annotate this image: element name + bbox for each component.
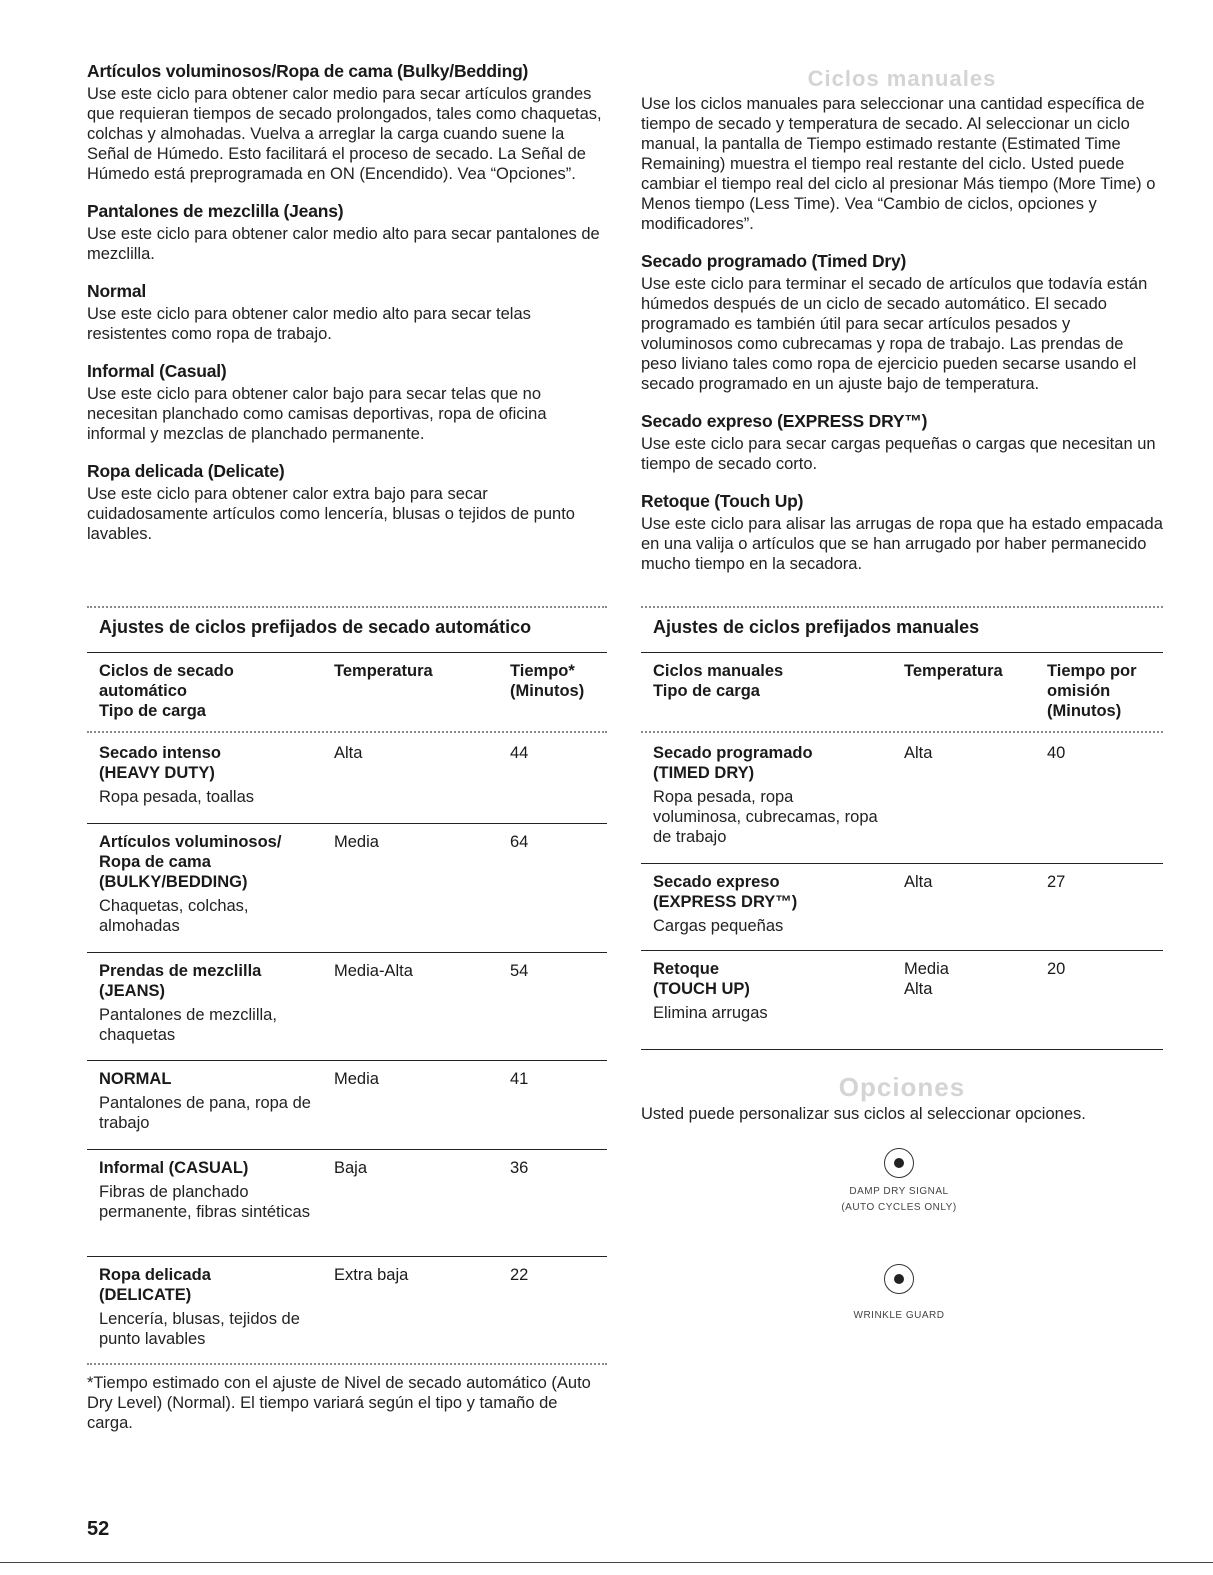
section-touch-up: [641, 490, 1163, 574]
row-temp: Extra baja: [334, 1266, 409, 1284]
header-line: Temperatura: [334, 662, 433, 680]
load-type: Ropa pesada, ropa voluminosa, cubrecamas, ropa de trabajo: [653, 788, 878, 846]
row-temp: Alta: [904, 744, 933, 762]
section-express-dry: [641, 410, 1163, 474]
header-temp: [334, 661, 433, 681]
row-time: 22: [510, 1266, 529, 1284]
header-line: (Minutos): [1047, 702, 1122, 720]
row-cycle: [653, 872, 883, 936]
table-row: [87, 1265, 607, 1363]
header-line: Tipo de carga: [99, 702, 206, 720]
table-row: [87, 743, 607, 823]
table-row: [641, 743, 1163, 863]
row-cycle: [99, 832, 319, 936]
row-time: 54: [510, 962, 529, 980]
row-divider: [87, 823, 607, 824]
cycle-name-line: (DELICATE): [99, 1286, 192, 1304]
table-row: [641, 959, 1163, 1049]
section-heading: Informal (Casual): [87, 361, 227, 381]
row-divider: [641, 731, 1163, 733]
table-row: [641, 872, 1163, 950]
row-temp: Baja: [334, 1159, 368, 1177]
circle-dot-icon[interactable]: [884, 1264, 914, 1294]
header-line: Ciclos de secado: [99, 662, 234, 680]
right-column: [641, 66, 1163, 590]
table-bottom-rule: [87, 1363, 607, 1365]
cycle-name-line: (BULKY/BEDDING): [99, 873, 248, 891]
section-timed-dry: [641, 250, 1163, 394]
section-manual-intro: [641, 94, 1163, 234]
row-temp: Media Alta: [904, 960, 949, 998]
section-body: Use este ciclo para obtener calor bajo para secar telas que no necesitan planchado como camisas deportivas, ropa de oficina informal y mezclas de planchado permanente.: [87, 385, 547, 443]
section-jeans: [87, 200, 607, 264]
cycle-name-line: (HEAVY DUTY): [99, 764, 215, 782]
auto-cycles-table: [87, 606, 607, 1433]
cycle-name-line: Artículos voluminosos/: [99, 833, 282, 851]
row-time: 20: [1047, 960, 1066, 978]
circle-dot-icon[interactable]: [884, 1148, 914, 1178]
header-line: Ciclos manuales: [653, 662, 784, 680]
row-divider: [87, 952, 607, 953]
section-body: Use este ciclo para alisar las arrugas de ropa que ha estado empacada en una valija o artículos que se han arrugado por haber permanecido mucho tiempo en la secadora.: [641, 515, 1163, 573]
load-type: Elimina arrugas: [653, 1004, 768, 1022]
header-line: Temperatura: [904, 662, 1003, 680]
row-divider: [641, 863, 1163, 864]
cycle-name-line: Informal (CASUAL): [99, 1159, 249, 1177]
header-line: (Minutos): [510, 682, 585, 700]
load-type: Fibras de planchado permanente, fibras sintéticas: [99, 1183, 310, 1221]
load-type: Lencería, blusas, tejidos de punto lavables: [99, 1310, 300, 1348]
row-temp: Alta: [904, 873, 933, 891]
row-divider: [87, 1256, 607, 1257]
header-temp: [904, 661, 1003, 681]
section-body: Use este ciclo para obtener calor medio alto para secar telas resistentes como ropa de trabajo.: [87, 305, 531, 343]
option-sublabel: (AUTO CYCLES ONLY): [841, 1202, 957, 1213]
cycle-name-line: (TOUCH UP): [653, 980, 750, 998]
table-row: [87, 832, 607, 952]
header-line: Tipo de carga: [653, 682, 760, 700]
section-heading: Secado expreso (EXPRESS DRY™): [641, 411, 928, 431]
header-time: [1047, 661, 1137, 721]
row-cycle: [653, 959, 883, 1023]
table-top-rule: [87, 606, 607, 608]
row-cycle: [99, 1158, 319, 1222]
table-bottom-rule: [641, 1049, 1163, 1050]
option-label: WRINKLE GUARD: [853, 1310, 945, 1321]
row-temp: Media: [334, 1070, 379, 1088]
left-column: [87, 60, 607, 560]
row-time: 41: [510, 1070, 529, 1088]
footnote: *Tiempo estimado con el ajuste de Nivel de secado automático (Auto Dry Level) (Normal). El tiempo variará según el tipo y tamaño de carga.: [87, 1374, 591, 1432]
section-delicate: [87, 460, 607, 544]
row-divider: [87, 1149, 607, 1150]
section-heading: Pantalones de mezclilla (Jeans): [87, 201, 344, 221]
options-title: Opciones: [838, 1072, 966, 1102]
table-header-rule: [87, 652, 607, 653]
section-heading: Normal: [87, 281, 147, 301]
cycle-name-line: (JEANS): [99, 982, 166, 1000]
manual-cycles-title: Ciclos manuales: [807, 66, 997, 91]
load-type: Cargas pequeñas: [653, 917, 784, 935]
row-time: 36: [510, 1159, 529, 1177]
row-time: 44: [510, 744, 529, 762]
row-time: 27: [1047, 873, 1066, 891]
cycle-name-line: Secado expreso: [653, 873, 780, 891]
section-heading: Retoque (Touch Up): [641, 491, 804, 511]
section-heading: Artículos voluminosos/Ropa de cama (Bulky/Bedding): [87, 61, 529, 81]
section-body: Use los ciclos manuales para seleccionar una cantidad específica de tiempo de secado y temperatura de secado. Al seleccionar un ciclo manual, la pantalla de Tiempo estimado restante (Estimated Time Remaining) muestra el tiempo real restante del ciclo. Usted puede cambiar el tiempo real del ciclo al presionar Más tiempo (More Time) o Menos tiempo (Less Time). Vea “Cambio de ciclos, opciones y modificadores”.: [641, 95, 1156, 233]
load-type: Pantalones de pana, ropa de trabajo: [99, 1094, 311, 1132]
header-line: Tiempo por: [1047, 662, 1137, 680]
load-type: Ropa pesada, toallas: [99, 788, 255, 806]
table-top-rule: [641, 606, 1163, 608]
cycle-name-line: NORMAL: [99, 1070, 172, 1088]
load-type: Pantalones de mezclilla, chaquetas: [99, 1006, 277, 1044]
table-header-row: [87, 661, 607, 727]
table-row: [87, 1069, 607, 1149]
load-type: Chaquetas, colchas, almohadas: [99, 897, 249, 935]
table-header-row: [641, 661, 1163, 727]
cycle-name-line: Ropa delicada: [99, 1266, 211, 1284]
row-cycle: [653, 743, 883, 847]
row-divider: [87, 731, 607, 733]
row-cycle: [99, 961, 319, 1045]
table-title: Ajustes de ciclos prefijados de secado automático: [99, 617, 532, 637]
bottom-rule: [0, 1562, 1213, 1563]
options-intro: Usted puede personalizar sus ciclos al seleccionar opciones.: [641, 1105, 1086, 1123]
row-cycle: [99, 743, 319, 807]
cycle-name-line: Secado intenso: [99, 744, 221, 762]
section-body: Use este ciclo para terminar el secado de artículos que todavía están húmedos después de un ciclo de secado automático. El secado programado es también útil para secar artículos pesados y voluminosos como cubrecamas y ropa de trabajo. Las prendas de peso liviano tales como ropa de ejercicio pueden secarse usando el secado programado en un ajuste bajo de temperatura.: [641, 275, 1148, 393]
header-line: omisión: [1047, 682, 1111, 700]
options-section: [641, 1072, 1163, 1321]
page-number: 52: [87, 1518, 110, 1540]
row-cycle: [99, 1069, 319, 1133]
manual-cycles-table: [641, 606, 1163, 1050]
row-time: 64: [510, 833, 529, 851]
row-time: 40: [1047, 744, 1066, 762]
header-time: [510, 661, 584, 701]
section-bulky: [87, 60, 607, 184]
table-row: [87, 961, 607, 1060]
cycle-name-line: Secado programado: [653, 744, 813, 762]
section-heading: Ropa delicada (Delicate): [87, 461, 285, 481]
cycle-name-line: (EXPRESS DRY™): [653, 893, 798, 911]
cycle-name-line: Ropa de cama: [99, 853, 211, 871]
table-header-rule: [641, 652, 1163, 653]
section-body: Use este ciclo para obtener calor extra bajo para secar cuidadosamente artículos como lencería, blusas o tejidos de punto lavables.: [87, 485, 575, 543]
cycle-name-line: (TIMED DRY): [653, 764, 755, 782]
cycle-name-line: Retoque: [653, 960, 719, 978]
table-title: Ajustes de ciclos prefijados manuales: [653, 617, 980, 637]
section-normal: [87, 280, 607, 344]
row-temp: Alta: [334, 744, 363, 762]
header-cycle: [99, 661, 234, 721]
section-body: Use este ciclo para secar cargas pequeñas o cargas que necesitan un tiempo de secado corto.: [641, 435, 1156, 473]
header-line: Tiempo*: [510, 662, 575, 680]
row-temp: Media-Alta: [334, 962, 413, 980]
section-heading: Secado programado (Timed Dry): [641, 251, 907, 271]
row-cycle: [99, 1265, 319, 1349]
option-label: DAMP DRY SIGNAL: [849, 1186, 949, 1197]
table-row: [87, 1158, 607, 1256]
row-temp: Media: [334, 833, 379, 851]
cycle-name-line: Prendas de mezclilla: [99, 962, 262, 980]
header-cycle: [653, 661, 783, 701]
row-divider: [87, 1060, 607, 1061]
row-divider: [641, 950, 1163, 951]
header-line: automático: [99, 682, 188, 700]
section-casual: [87, 360, 607, 444]
section-body: Use este ciclo para obtener calor medio alto para secar pantalones de mezclilla.: [87, 225, 600, 263]
section-body: Use este ciclo para obtener calor medio para secar artículos grandes que requieran tiempos de secado prolongados, tales como chaquetas, colchas y almohadas. Vuelva a arreglar la carga cuando suene la Señal de Húmedo. Esto facilitará el proceso de secado. La Señal de Húmedo está preprogramada en ON (Encendido). Vea “Opciones”.: [87, 85, 602, 183]
